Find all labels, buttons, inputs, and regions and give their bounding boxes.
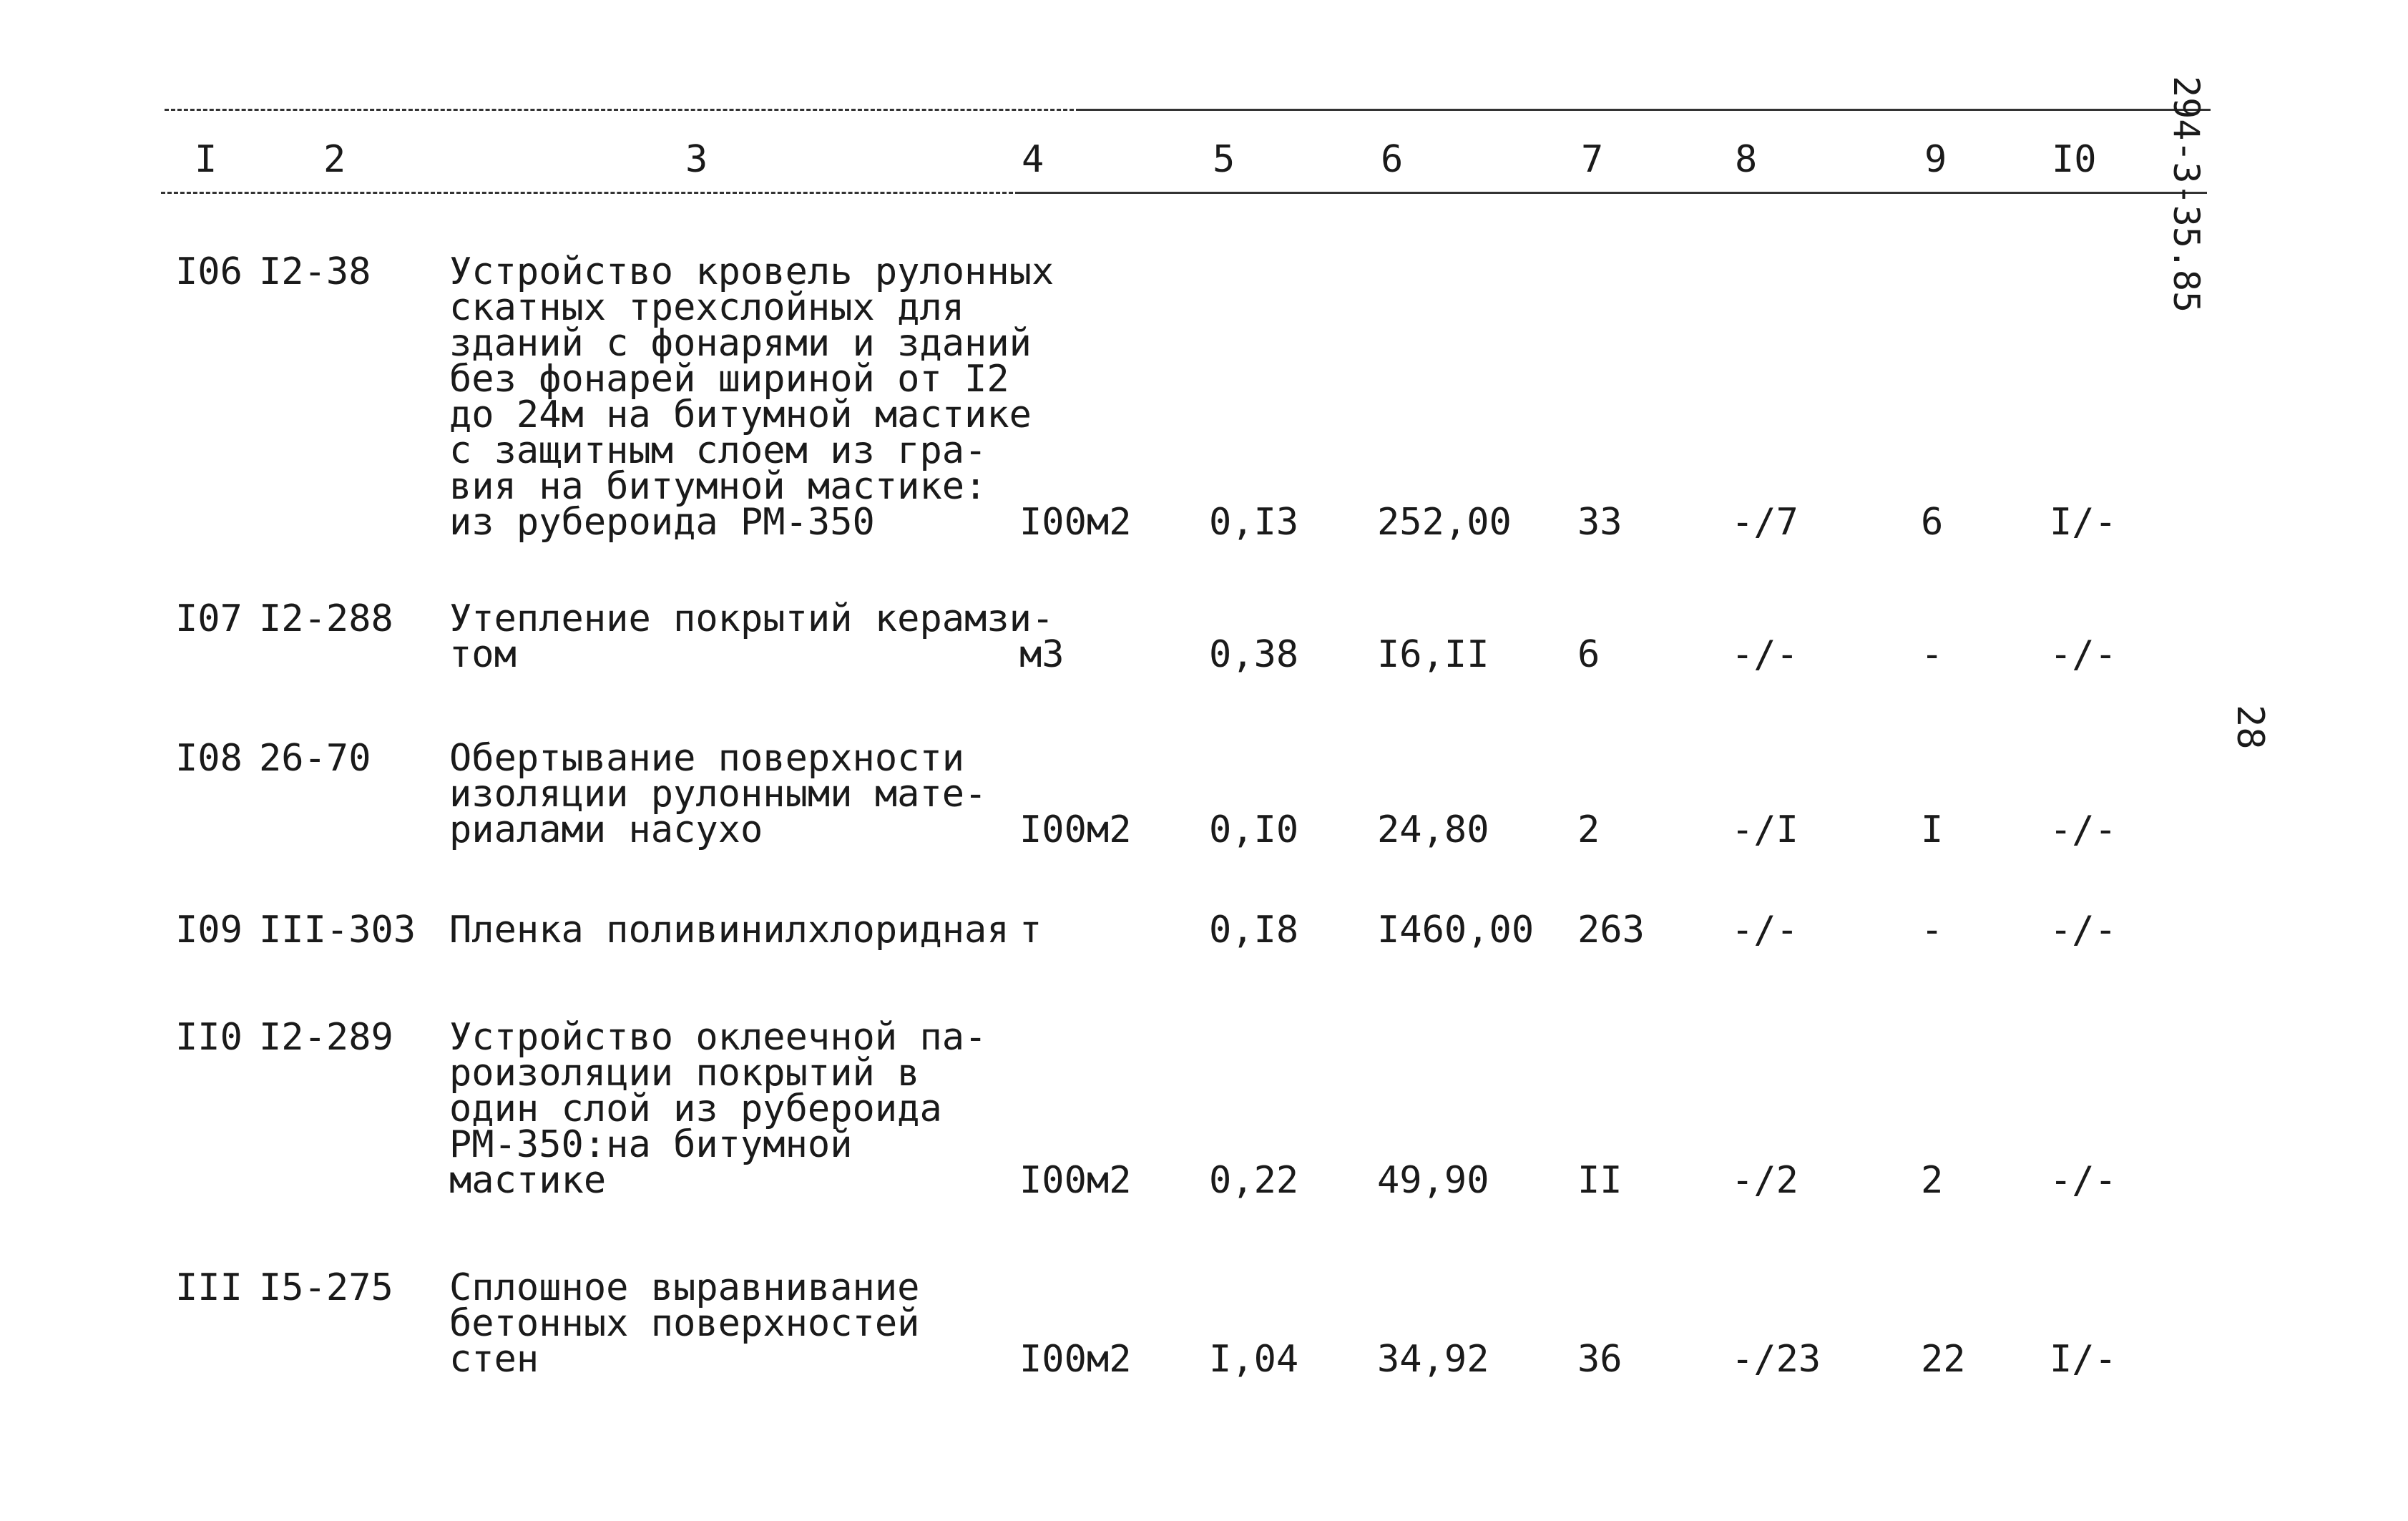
price-cell: 34,92 (1377, 1338, 1489, 1381)
page-number: 28 (2228, 705, 2271, 750)
col7-cell: 2 (1577, 808, 1600, 851)
column-header-2: 2 (323, 138, 346, 181)
quantity-cell: 0,22 (1209, 1159, 1299, 1202)
col8-cell: -/7 (1731, 501, 1798, 544)
col7-cell: 36 (1577, 1338, 1623, 1381)
norm-code: 26-70 (259, 737, 371, 780)
col10-cell: -/- (2050, 633, 2117, 676)
unit-cell: I00м2 (1019, 808, 1132, 851)
header-bottom-rule-solid (1019, 192, 2207, 194)
work-description: Утепление покрытий керамзи- том (449, 597, 1054, 676)
col8-cell: -/- (1731, 633, 1798, 676)
price-cell: I6,II (1377, 633, 1489, 676)
col9-cell: - (1921, 909, 1944, 952)
column-header-7: 7 (1581, 138, 1604, 181)
col9-cell: 2 (1921, 1159, 1944, 1202)
header-bottom-rule (161, 192, 1019, 194)
unit-cell: I00м2 (1019, 501, 1132, 544)
column-header-8: 8 (1735, 138, 1758, 181)
col10-cell: I/- (2050, 501, 2117, 544)
row-number: I06 (175, 250, 243, 293)
col7-cell: II (1577, 1159, 1623, 1202)
document-code: 294-3-35.85 (2165, 76, 2207, 313)
quantity-cell: 0,I0 (1209, 808, 1299, 851)
col8-cell: -/2 (1731, 1159, 1798, 1202)
col10-cell: I/- (2050, 1338, 2117, 1381)
price-cell: I460,00 (1377, 909, 1535, 952)
row-number: III (175, 1266, 243, 1309)
column-header-6: 6 (1381, 138, 1404, 181)
row-number: I09 (175, 909, 243, 952)
work-description: Устройство оклеечной па- роизоляции покрытий в один слой из рубероида РМ-350:на битумной мастике (449, 1016, 987, 1202)
column-header-4: 4 (1022, 138, 1044, 181)
col8-cell: -/I (1731, 808, 1798, 851)
work-description: Сплошное выравнивание бетонных поверхностей стен (449, 1266, 920, 1381)
price-cell: 252,00 (1377, 501, 1512, 544)
unit-cell: I00м2 (1019, 1338, 1132, 1381)
price-cell: 49,90 (1377, 1159, 1489, 1202)
norm-code: I2-38 (259, 250, 371, 293)
norm-code: I2-289 (259, 1016, 393, 1059)
norm-code: I2-288 (259, 597, 393, 640)
unit-cell: м3 (1019, 633, 1064, 676)
col8-cell: -/- (1731, 909, 1798, 952)
col9-cell: - (1921, 633, 1944, 676)
row-number: I07 (175, 597, 243, 640)
col9-cell: 22 (1921, 1338, 1966, 1381)
work-description: Устройство кровель рулонных скатных трехслойных для зданий с фонарями и зданий без фонарей шириной от I2 до 24м на битумной мастике с защитным слоем из гра- вия на битумной мастике: из рубероида РМ-350 (449, 250, 1054, 544)
row-number: I08 (175, 737, 243, 780)
work-description: Пленка поливинилхлоридная (449, 909, 1009, 952)
norm-code: III-303 (259, 909, 416, 952)
quantity-cell: 0,I3 (1209, 501, 1299, 544)
col10-cell: -/- (2050, 1159, 2117, 1202)
col9-cell: 6 (1921, 501, 1944, 544)
column-header-10: I0 (2052, 138, 2097, 181)
column-header-5: 5 (1213, 138, 1235, 181)
norm-code: I5-275 (259, 1266, 393, 1309)
work-description: Обертывание поверхности изоляции рулонными мате- риалами насухо (449, 737, 987, 851)
quantity-cell: 0,38 (1209, 633, 1299, 676)
quantity-cell: I,04 (1209, 1338, 1299, 1381)
header-top-rule-solid (1080, 109, 2211, 111)
unit-cell: т (1019, 909, 1042, 952)
col10-cell: -/- (2050, 909, 2117, 952)
col8-cell: -/23 (1731, 1338, 1821, 1381)
col9-cell: I (1921, 808, 1944, 851)
col7-cell: 33 (1577, 501, 1623, 544)
col7-cell: 6 (1577, 633, 1600, 676)
row-number: II0 (175, 1016, 243, 1059)
column-header-9: 9 (1924, 138, 1947, 181)
header-top-rule (165, 109, 1080, 111)
unit-cell: I00м2 (1019, 1159, 1132, 1202)
column-header-3: 3 (685, 138, 708, 181)
quantity-cell: 0,I8 (1209, 909, 1299, 952)
col10-cell: -/- (2050, 808, 2117, 851)
column-header-1: I (195, 138, 217, 181)
col7-cell: 263 (1577, 909, 1645, 952)
price-cell: 24,80 (1377, 808, 1489, 851)
